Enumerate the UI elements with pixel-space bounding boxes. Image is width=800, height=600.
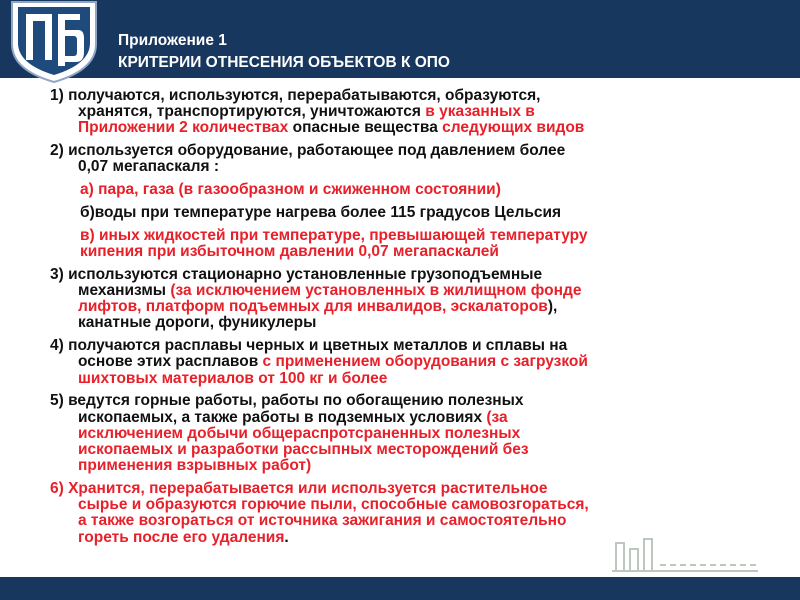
criterion-lead: 4) получаются расплавы черных и цветных металлов и сплавы на xyxy=(50,337,568,355)
sub-item-c-line2: кипения при избыточном давлении 0,07 мегапаскалей xyxy=(80,243,499,260)
sub-item-c xyxy=(50,228,770,260)
sub-item-b: б)воды при температуре нагрева более 115 градусов Цельсия xyxy=(80,204,562,221)
criterion-continuation xyxy=(50,104,770,136)
criterion-continuation xyxy=(50,283,770,332)
page-title: КРИТЕРИИ ОТНЕСЕНИЯ ОБЪЕКТОВ К ОПО xyxy=(118,54,450,71)
criterion-continuation xyxy=(50,410,770,475)
criterion-2 xyxy=(50,143,770,175)
appendix-label: Приложение 1 xyxy=(118,32,227,49)
criterion-5 xyxy=(50,393,770,474)
criterion-continuation: 0,07 мегапаскаля : xyxy=(78,158,219,176)
text-run: ), xyxy=(547,298,558,316)
highlight-run: следующих видов xyxy=(442,119,585,137)
text-run: основе этих расплавов xyxy=(78,353,263,371)
criterion-lead: 6) Хранится, перерабатывается или используется растительное xyxy=(50,480,548,498)
highlight-run: Приложении 2 количествах xyxy=(78,119,289,137)
shield-logo-icon xyxy=(4,0,104,84)
text-run: опасные вещества xyxy=(288,119,443,137)
criteria-list xyxy=(50,88,770,552)
header-title xyxy=(118,30,450,74)
highlight-run: (за xyxy=(486,408,508,426)
sub-item-c-line1: в) иных жидкостей при температуре, превышающей температуру xyxy=(80,226,588,244)
text-run: хранятся, транспортируются, уничтожаются xyxy=(78,103,426,121)
highlight-run: лифтов, платформ подъемных для инвалидов, эскалаторов xyxy=(78,298,548,316)
criterion-lead: 3) используются стационарно установленные грузоподъемные xyxy=(50,265,543,283)
criterion-lead: 1) получаются, используются, перерабатываются, образуются, xyxy=(50,87,541,104)
highlight-run: с применением оборудования с загрузкой xyxy=(262,353,588,371)
footer-bar xyxy=(0,577,800,600)
criterion-1 xyxy=(50,88,770,137)
highlight-run: применения взрывных работ) xyxy=(78,457,312,475)
text-run: . xyxy=(284,528,289,546)
highlight-run: в указанных в xyxy=(425,103,535,121)
text-run: канатные дороги, фуникулеры xyxy=(78,314,317,332)
highlight-run: сырье и образуются горючие пыли, способные самовозгораться, xyxy=(78,496,589,514)
highlight-run: шихтовых материалов от 100 кг и более xyxy=(78,369,388,387)
text-run: ископаемых, а также работы в подземных условиях xyxy=(78,408,487,426)
highlight-run: а также возгораться от источника зажигания и самостоятельно xyxy=(78,512,567,530)
criterion-continuation xyxy=(50,354,770,386)
criterion-3 xyxy=(50,267,770,332)
criterion-4 xyxy=(50,338,770,387)
highlight-run: исключением добычи общераспротсраненных полезных xyxy=(78,424,521,442)
highlight-run: ископаемых и разработки рассыпных месторождений без xyxy=(78,441,529,459)
text-run: механизмы xyxy=(78,282,171,299)
chart-watermark-icon xyxy=(610,535,760,575)
highlight-run: гореть после его удаления xyxy=(78,528,285,546)
criterion-lead: 2) используется оборудование, работающее под давлением более xyxy=(50,142,566,160)
sub-item-a: а) пара, газа (в газообразном и сжиженном состоянии) xyxy=(80,181,501,199)
criterion-lead: 5) ведутся горные работы, работы по обогащению полезных xyxy=(50,392,524,410)
highlight-run: (за исключением установленных в жилищном фонде xyxy=(170,282,582,299)
